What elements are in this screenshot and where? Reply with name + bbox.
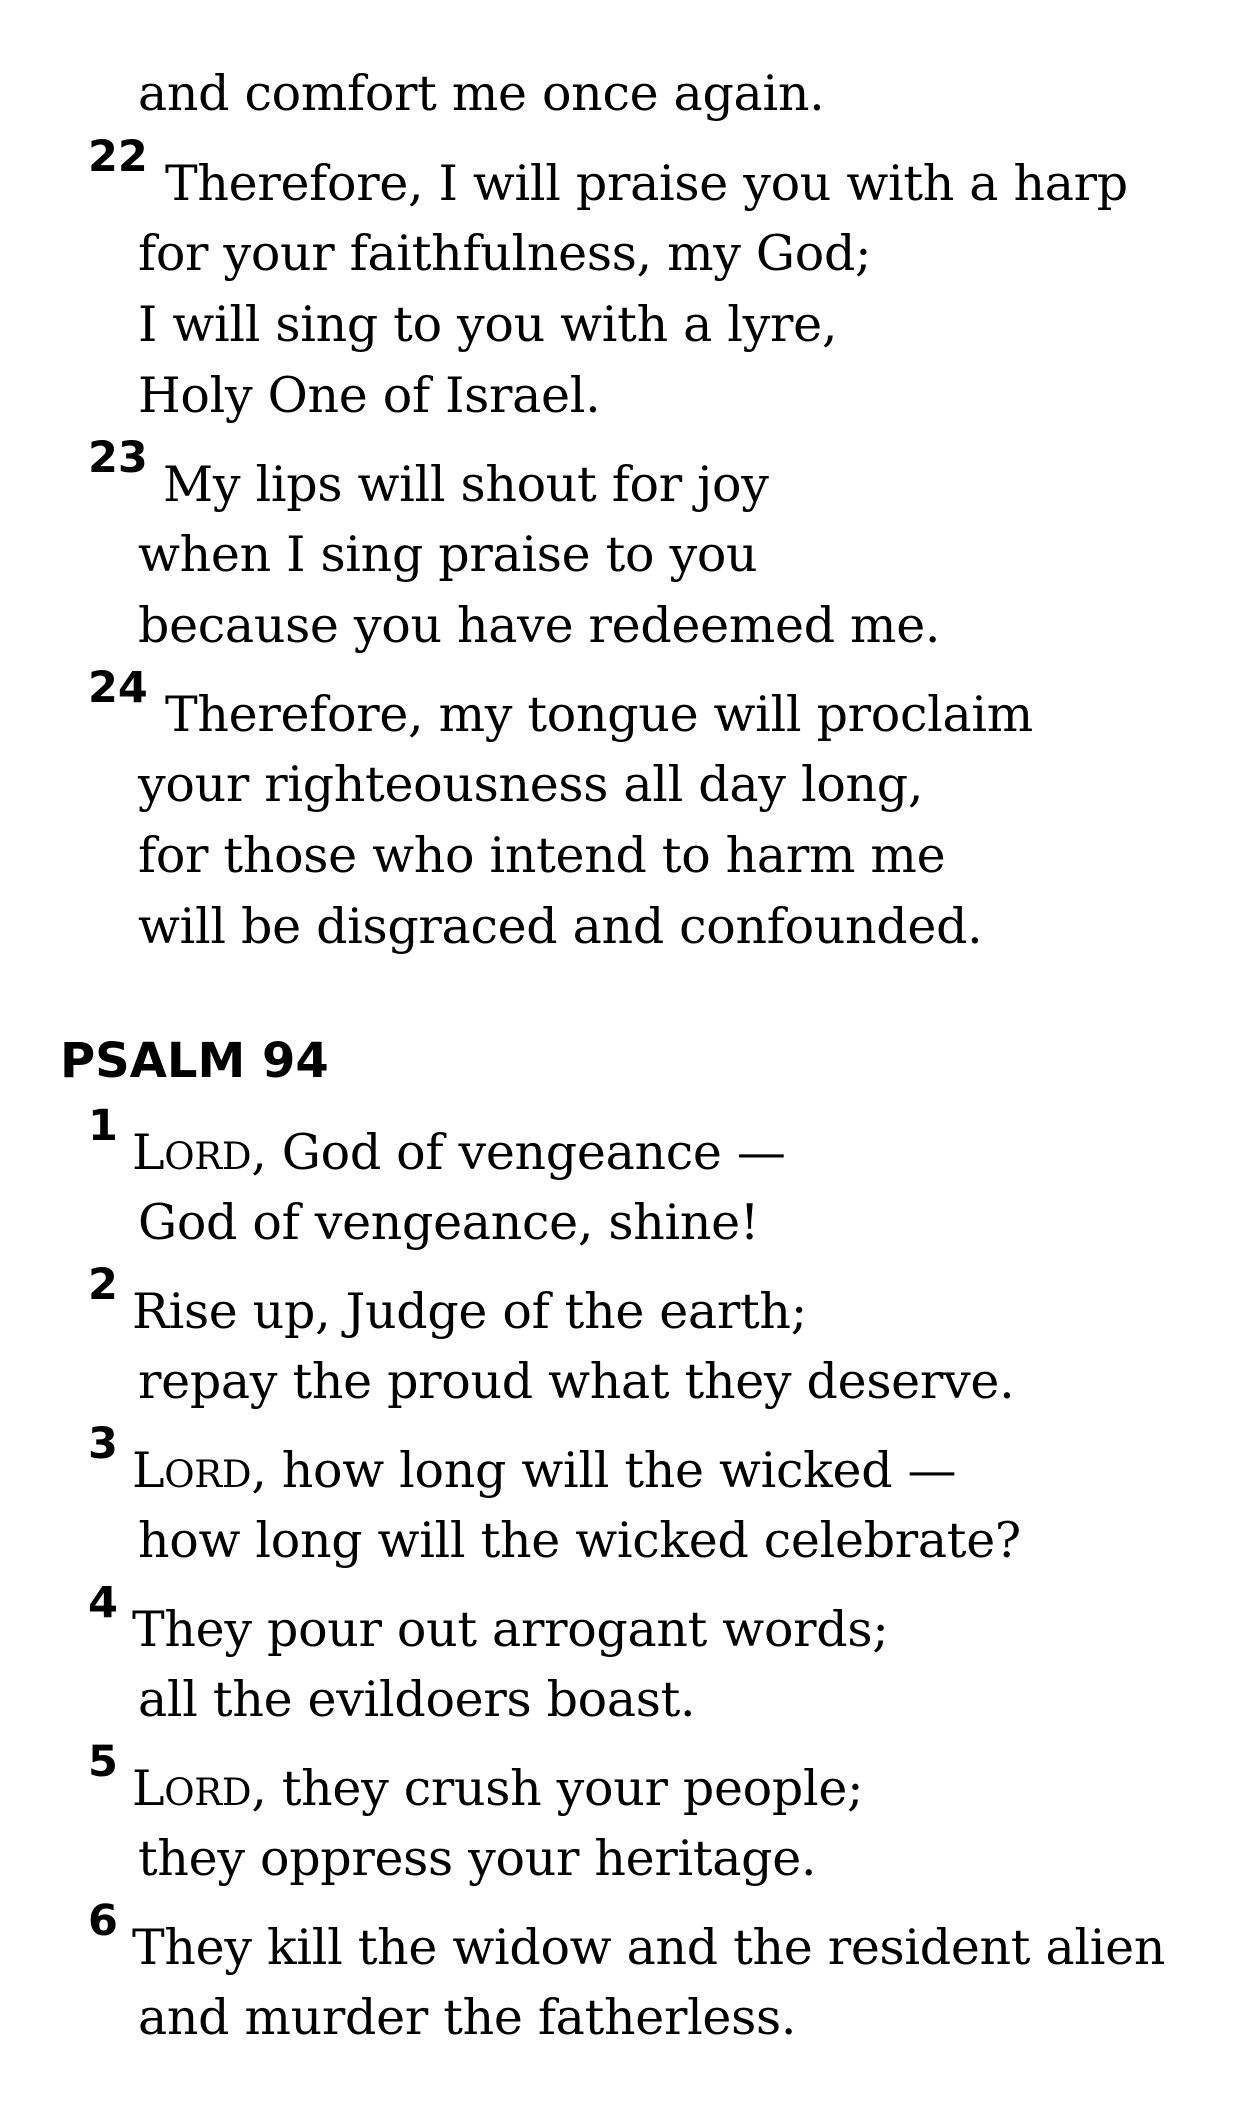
verse-5-line-1 bbox=[132, 1759, 863, 1823]
lord-small-caps: ORD bbox=[164, 1771, 252, 1814]
verse-24-line-4: will be disgraced and confounded. bbox=[138, 898, 983, 955]
verse-number-22: 22 bbox=[88, 132, 148, 182]
verse-1-line-1 bbox=[132, 1123, 786, 1187]
verse-number-4: 4 bbox=[88, 1578, 118, 1628]
verse-23-line-1: My lips will shout for joy bbox=[163, 456, 769, 513]
verse-number-5: 5 bbox=[88, 1737, 118, 1787]
verse-number-6: 6 bbox=[88, 1896, 118, 1946]
verse-22-line-1: Therefore, I will praise you with a harp bbox=[165, 155, 1128, 212]
verse-5-line-2: they oppress your heritage. bbox=[138, 1830, 817, 1887]
verse-22-line-2: for your faithfulness, my God; bbox=[138, 225, 872, 282]
verse-21-continuation: and comfort me once again. bbox=[138, 65, 825, 122]
verse-24-line-2: your righteousness all day long, bbox=[138, 756, 924, 813]
verse-number-23: 23 bbox=[88, 433, 148, 483]
verse-22-line-3: I will sing to you with a lyre, bbox=[138, 296, 838, 353]
verse-number-2: 2 bbox=[88, 1260, 118, 1310]
verse-23-line-3: because you have redeemed me. bbox=[138, 597, 941, 654]
verse-6-line-2: and murder the fatherless. bbox=[138, 1989, 797, 2046]
psalm-heading: PSALM 94 bbox=[60, 1033, 329, 1089]
verse-4-line-1: They pour out arrogant words; bbox=[132, 1601, 889, 1658]
verse-24-line-1: Therefore, my tongue will proclaim bbox=[165, 686, 1033, 743]
verse-3-line-1-text: , how long will the wicked — bbox=[251, 1442, 957, 1499]
verse-number-24: 24 bbox=[88, 663, 148, 713]
verse-4-line-2: all the evildoers boast. bbox=[138, 1671, 696, 1728]
verse-2-line-1: Rise up, Judge of the earth; bbox=[132, 1283, 807, 1340]
verse-22-line-4: Holy One of Israel. bbox=[138, 367, 601, 424]
lord-small-caps: ORD bbox=[164, 1135, 252, 1178]
verse-1-line-2: God of vengeance, shine! bbox=[138, 1194, 760, 1251]
verse-6-line-1: They kill the widow and the resident alien bbox=[132, 1919, 1166, 1976]
verse-number-3: 3 bbox=[88, 1419, 118, 1469]
verse-3-line-1 bbox=[132, 1441, 956, 1505]
verse-number-1: 1 bbox=[88, 1101, 118, 1151]
lord-small-caps: ORD bbox=[164, 1453, 252, 1496]
lord-initial: L bbox=[132, 1442, 165, 1499]
verse-2-line-2: repay the proud what they deserve. bbox=[138, 1353, 1015, 1410]
verse-24-line-3: for those who intend to harm me bbox=[138, 827, 946, 884]
lord-initial: L bbox=[132, 1124, 165, 1181]
verse-3-line-2: how long will the wicked celebrate? bbox=[138, 1512, 1021, 1569]
verse-5-line-1-text: , they crush your people; bbox=[251, 1760, 864, 1817]
verse-23-line-2: when I sing praise to you bbox=[138, 526, 758, 583]
verse-1-line-1-text: , God of vengeance — bbox=[251, 1124, 786, 1181]
lord-initial: L bbox=[132, 1760, 165, 1817]
